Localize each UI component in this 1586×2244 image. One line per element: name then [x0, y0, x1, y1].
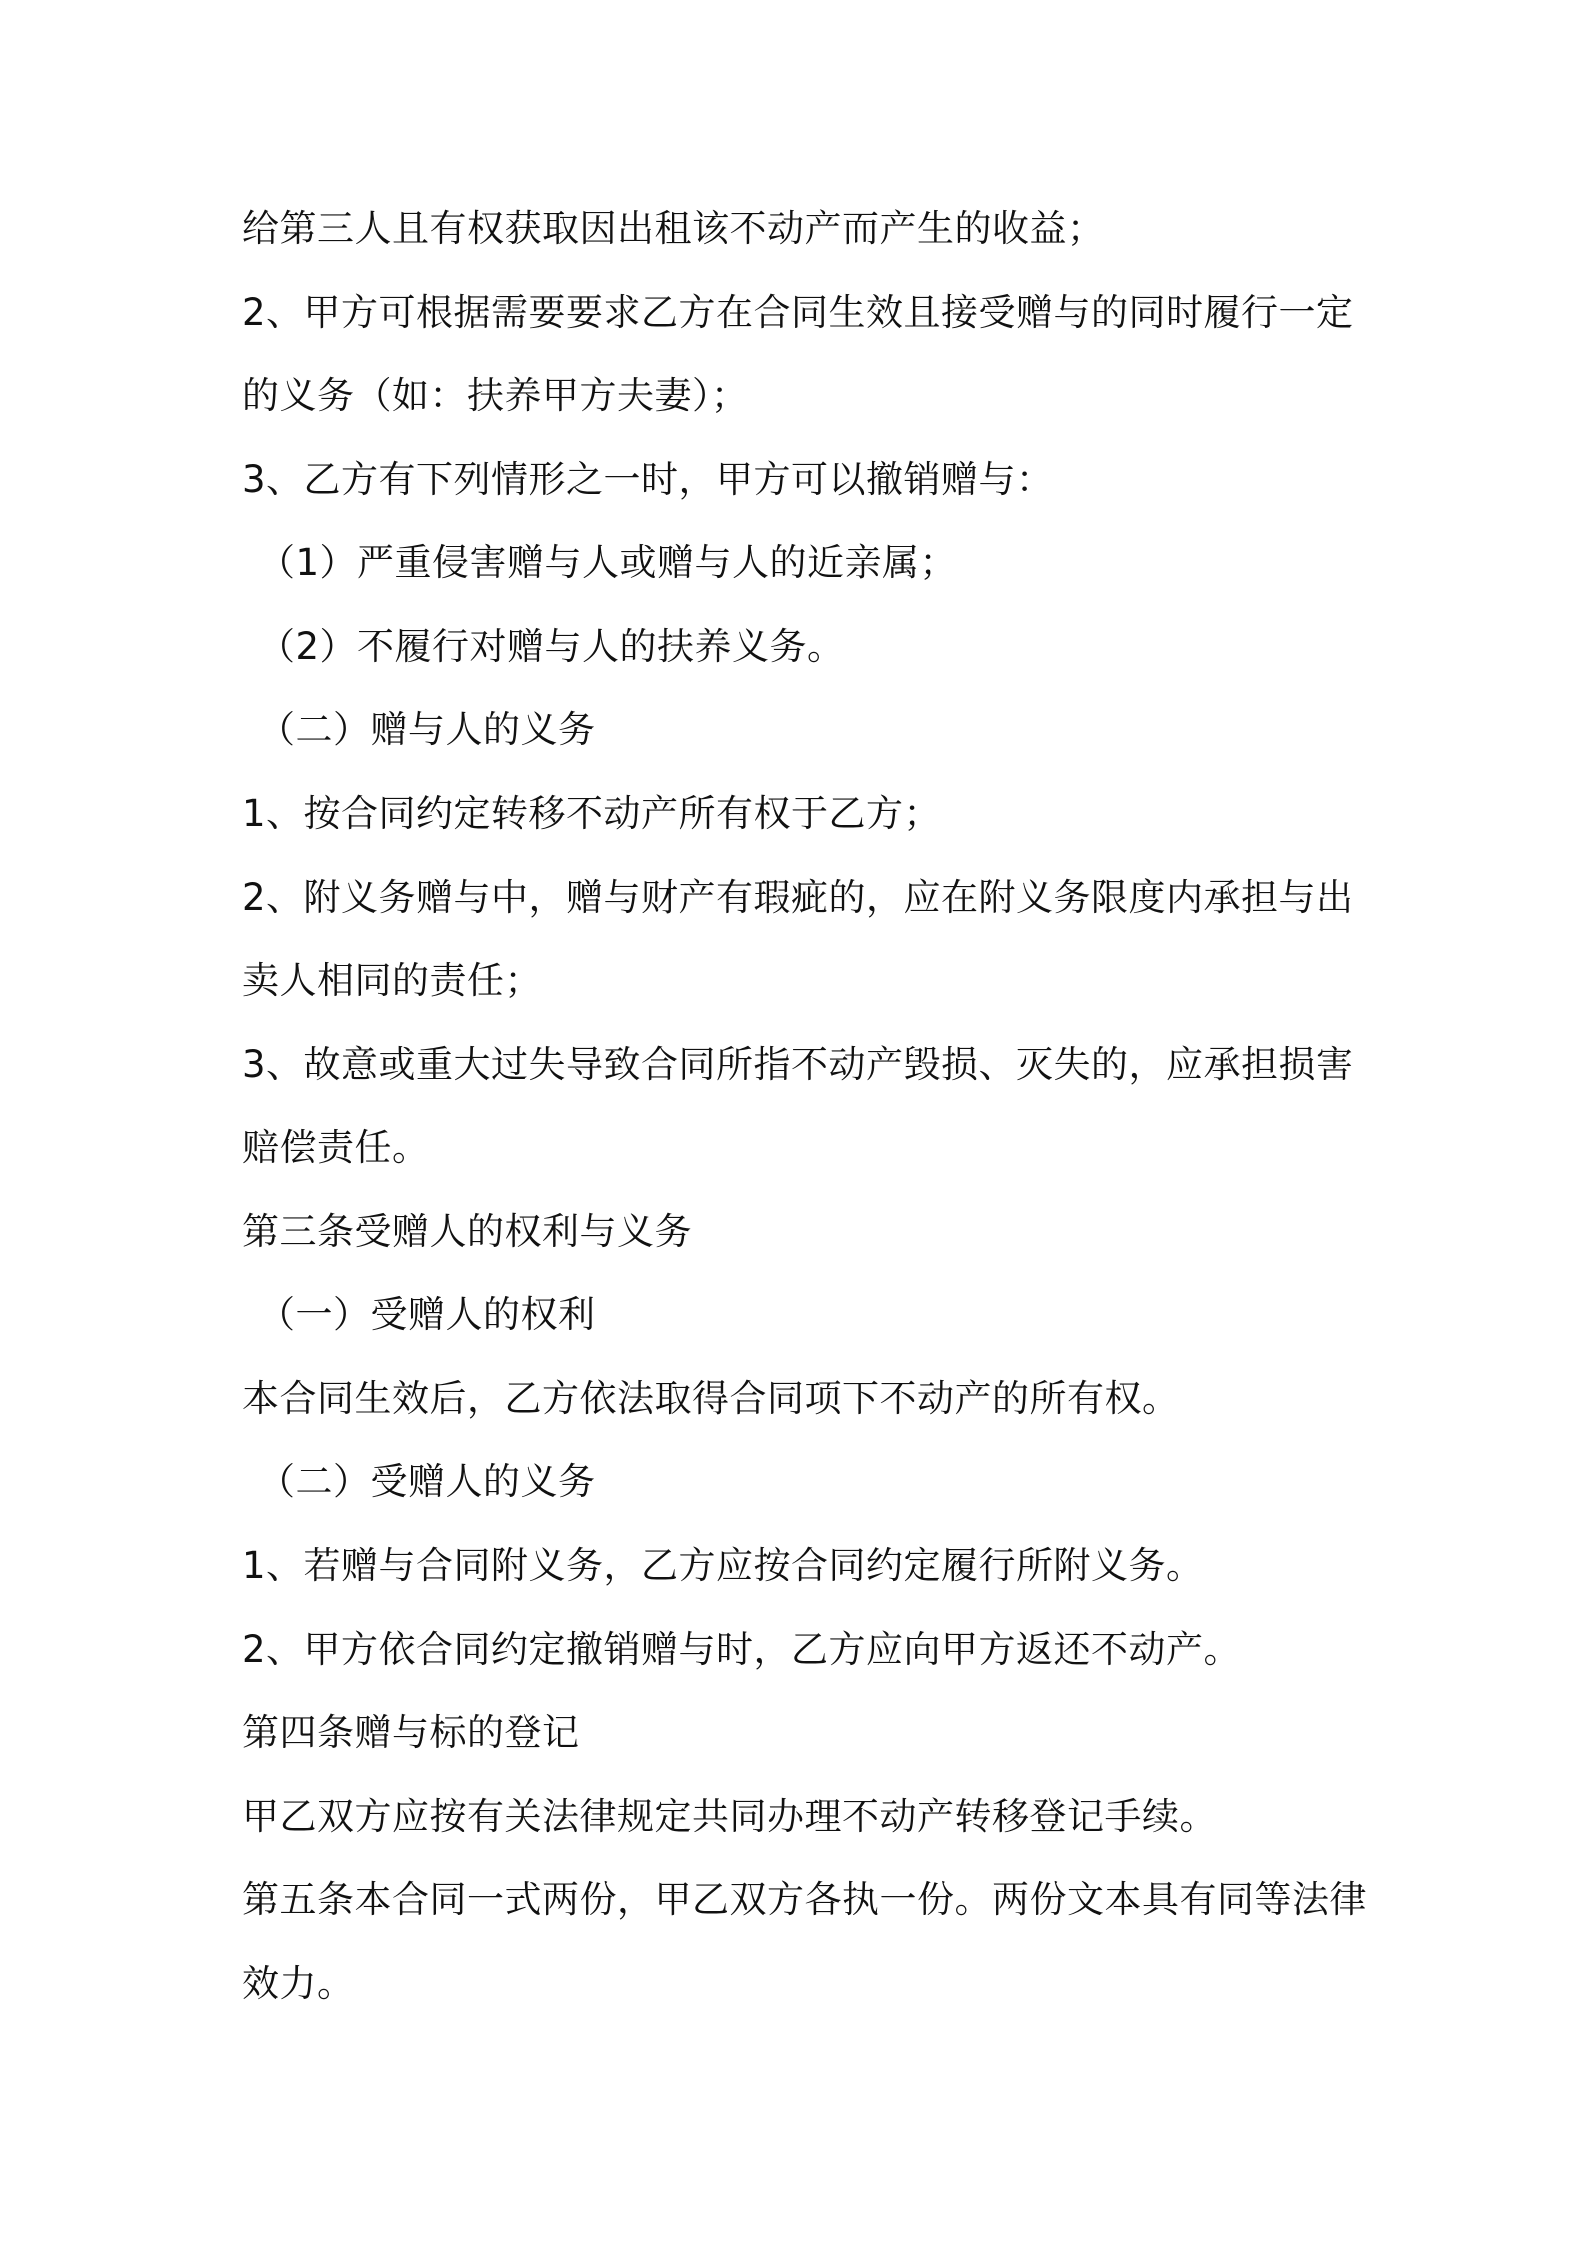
article-heading: 第四条赠与标的登记 — [242, 1711, 580, 1754]
text-line: 赔偿责任。 — [242, 1126, 430, 1169]
section-heading: （一）受赠人的权利 — [258, 1293, 596, 1336]
text-line: 的义务（如：扶养甲方夫妻）； — [242, 374, 749, 417]
text-line: 本合同生效后，乙方依法取得合同项下不动产的所有权。 — [242, 1377, 1180, 1420]
text-line: 2、甲方依合同约定撤销赠与时，乙方应向甲方返还不动产。 — [242, 1628, 1242, 1671]
text-line: 3、乙方有下列情形之一时，甲方可以撤销赠与： — [242, 458, 1054, 501]
text-line: 甲乙双方应按有关法律规定共同办理不动产转移登记手续。 — [242, 1795, 1217, 1838]
text-line: （2）不履行对赠与人的扶养义务。 — [258, 625, 845, 668]
text-line: 1、若赠与合同附义务，乙方应按合同约定履行所附义务。 — [242, 1544, 1204, 1587]
article-heading: 第三条受赠人的权利与义务 — [242, 1210, 692, 1253]
text-line: 第五条本合同一式两份，甲乙双方各执一份。两份文本具有同等法律 — [242, 1878, 1367, 1921]
text-line: 给第三人且有权获取因出租该不动产而产生的收益； — [242, 207, 1105, 250]
text-line: 1、按合同约定转移不动产所有权于乙方； — [242, 792, 942, 835]
section-heading: （二）赠与人的义务 — [258, 708, 596, 751]
text-line: 3、故意或重大过失导致合同所指不动产毁损、灭失的，应承担损害 — [242, 1043, 1354, 1086]
section-heading: （二）受赠人的义务 — [258, 1460, 596, 1503]
text-line: （1）严重侵害赠与人或赠与人的近亲属； — [258, 541, 958, 584]
text-line: 效力。 — [242, 1962, 355, 2005]
text-line: 2、甲方可根据需要要求乙方在合同生效且接受赠与的同时履行一定 — [242, 291, 1354, 334]
text-line: 2、附义务赠与中，赠与财产有瑕疵的，应在附义务限度内承担与出 — [242, 876, 1354, 919]
text-line: 卖人相同的责任； — [242, 959, 542, 1002]
